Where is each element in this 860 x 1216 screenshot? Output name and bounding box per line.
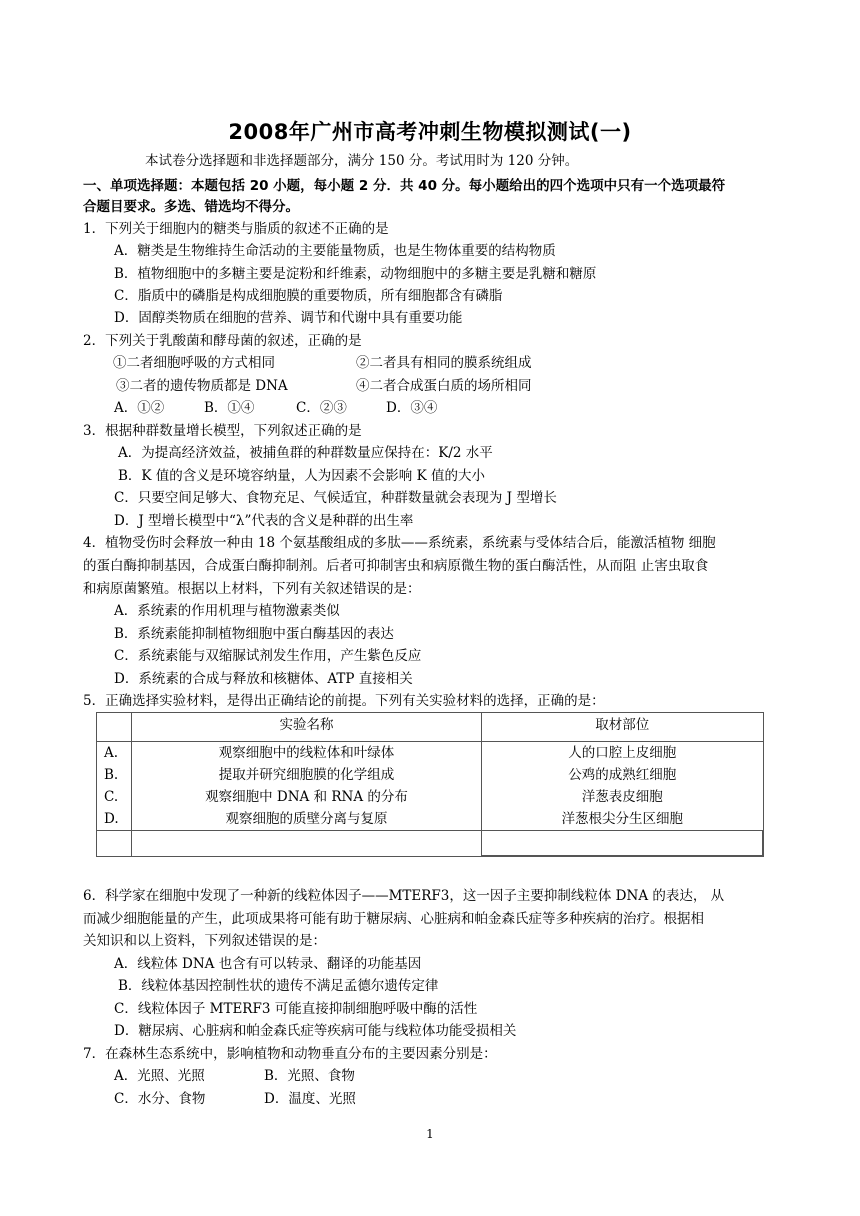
q3-option-d: D．J 型增长模型中“λ”代表的含义是种群的出生率 [114,513,414,529]
table-cell-experiment: 观察细胞中 DNA 和 RNA 的分布 [205,789,408,805]
intro-text: 本试卷分选择题和非选择题部分，满分 150 分。考试用时为 120 分钟。 [145,153,579,169]
section-heading-line2: 合题目要求。多选、错选均不得分。 [83,199,299,215]
q2-statement-2: ②二者具有相同的膜系统组成 [356,355,532,371]
q4-option-b: B．系统素能抑制植物细胞中蛋白酶基因的表达 [114,626,394,642]
table-cell-experiment: 提取并研究细胞膜的化学组成 [218,767,395,783]
page-title: 2008年广州市高考冲刺生物模拟测试(一) [228,120,632,144]
table-material-column [482,742,764,831]
q6-option-b: B．线粒体基因控制性状的遗传不满足孟德尔遗传定律 [118,978,439,994]
q1-stem: 1．下列关于细胞内的糖类与脂质的叙述不正确的是 [83,221,389,237]
q1-option-c: C．脂质中的磷脂是构成细胞膜的重要物质，所有细胞都含有磷脂 [114,288,503,304]
table-corner-cell [97,713,132,742]
q3-option-c: C．只要空间足够大、食物充足、气候适宜，种群数量就会表现为 J 型增长 [114,490,557,506]
q4-stem-line1: 4．植物受伤时会释放一种由 18 个氨基酸组成的多肽——系统素，系统素与受体结合后，能激活植物 细胞 [83,535,716,551]
q7-option-d: D．温度、光照 [264,1091,356,1107]
q4-option-d: D．系统素的合成与释放和核糖体、ATP 直接相关 [114,671,413,687]
table-row-letter: B. [104,767,119,783]
table-cell-material: 洋葱根尖分生区细胞 [561,811,683,827]
q2-stem: 2．下列关于乳酸菌和酵母菌的叙述，正确的是 [83,333,362,349]
experiment-table [96,712,764,857]
q5-stem: 5．正确选择实验材料，是得出正确结论的前提。下列有关实验材料的选择，正确的是： [83,693,605,709]
table-letter-column [97,742,132,831]
q2-option-b: B．①④ [204,400,255,416]
q2-option-c: C．②③ [296,400,347,416]
table-row-letter: C. [104,789,119,805]
q3-option-b: B．K 值的含义是环境容纳量，人为因素不会影响 K 值的大小 [118,468,485,484]
q3-option-a: A．为提高经济效益，被捕鱼群的种群数量应保持在：K/2 水平 [118,445,493,461]
section-heading-line1: 一、单项选择题：本题包括 20 小题，每小题 2 分．共 40 分。每小题给出的四个选项中只有一个选项最符 [83,178,726,194]
q2-option-d: D．③④ [386,400,438,416]
table-header-experiment: 实验名称 [132,713,482,742]
q6-option-c: C．线粒体因子 MTERF3 可能直接抑制细胞呼吸中酶的活性 [114,1001,478,1017]
q4-option-c: C．系统素能与双缩脲试剂发生作用，产生紫色反应 [114,648,422,664]
q2-option-a: A．①② [114,400,165,416]
q1-option-b: B．植物细胞中的多糖主要是淀粉和纤维素，动物细胞中的多糖主要是乳糖和糖原 [114,266,597,282]
q2-statement-4: ④二者合成蛋白质的场所相同 [356,378,532,394]
q7-option-c: C．水分、食物 [114,1091,206,1107]
q3-stem: 3．根据种群数量增长模型，下列叙述正确的是 [83,423,362,439]
table-header-material: 取材部位 [482,713,764,742]
q6-stem-line2: 而减少细胞能量的产生，此项成果将可能有助于糖尿病、心脏病和帕金森氏症等多种疾病的治疗。根据相 [83,911,704,927]
q7-option-b: B．光照、食物 [264,1068,355,1084]
table-cell-experiment: 观察细胞的质壁分离与复原 [225,811,388,827]
q2-statement-3: ③二者的遗传物质都是 DNA [116,378,288,394]
q4-stem-line3: 和病原菌繁殖。根据以上材料，下列有关叙述错误的是： [83,581,421,597]
table-experiment-column [132,742,482,831]
table-empty-cell [482,831,764,857]
table-cell-experiment: 观察细胞中的线粒体和叶绿体 [218,745,395,761]
table-empty-cell [97,831,132,857]
table-row-letter: A. [104,745,119,761]
table-cell-material: 人的口腔上皮细胞 [568,745,677,761]
table-cell-material: 洋葱表皮细胞 [581,789,663,805]
q6-stem-line3: 关知识和以上资料，下列叙述错误的是： [83,933,326,949]
q1-option-a: A．糖类是生物维持生命活动的主要能量物质，也是生物体重要的结构物质 [114,243,556,259]
q1-option-d: D．固醇类物质在细胞的营养、调节和代谢中具有重要功能 [114,310,463,326]
table-cell-material: 公鸡的成熟红细胞 [568,767,677,783]
q7-option-a: A．光照、光照 [114,1068,205,1084]
q4-stem-line2: 的蛋白酶抑制基因，合成蛋白酶抑制剂。后者可抑制害虫和病原微生物的蛋白酶活性，从而阻 止害虫取食 [83,558,709,574]
q6-option-d: D．糖尿病、心脏病和帕金森氏症等疾病可能与线粒体功能受损相关 [114,1023,517,1039]
page-number: 1 [426,1127,434,1141]
q6-option-a: A．线粒体 DNA 也含有可以转录、翻译的功能基因 [114,956,422,972]
q2-statement-1: ①二者细胞呼吸的方式相同 [113,355,275,371]
q7-stem: 7．在森林生态系统中，影响植物和动物垂直分布的主要因素分别是： [83,1046,497,1062]
table-empty-cell [132,831,482,857]
q4-option-a: A．系统素的作用机理与植物激素类似 [114,603,340,619]
q6-stem-line1: 6．科学家在细胞中发现了一种新的线粒体因子——MTERF3，这一因子主要抑制线粒体 DNA 的表达， 从 [83,888,725,904]
table-row-letter: D. [104,811,119,827]
